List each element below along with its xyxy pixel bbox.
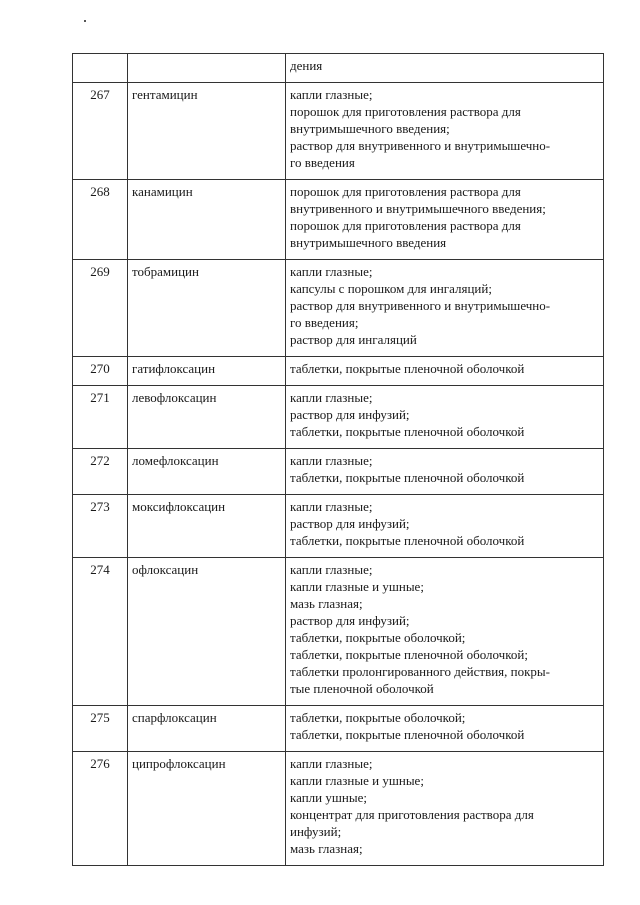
dosage-form-line: раствор для инфузий; <box>290 407 410 422</box>
dosage-form-line: капли глазные; <box>290 453 373 468</box>
dosage-form-line: таблетки, покрытые пленочной оболочкой; <box>290 647 528 662</box>
dosage-form-line: го введения; <box>290 315 359 330</box>
dosage-form-line: концентрат для приготовления раствора для <box>290 807 534 822</box>
dosage-forms <box>286 386 604 449</box>
table-row <box>73 83 604 180</box>
dosage-form-line: капли глазные и ушные; <box>290 579 424 594</box>
dosage-forms <box>286 83 604 180</box>
row-number <box>73 54 128 83</box>
dosage-form-line: таблетки, покрытые пленочной оболочкой <box>290 727 525 742</box>
dosage-form-line: капли глазные; <box>290 87 373 102</box>
dosage-form-line: таблетки, покрытые пленочной оболочкой <box>290 533 525 548</box>
dosage-form-line: внутримышечного введения <box>290 235 447 250</box>
dosage-forms <box>286 752 604 866</box>
row-number: 267 <box>73 83 128 180</box>
drug-name: ломефлоксацин <box>128 449 286 495</box>
dosage-form-line: таблетки, покрытые пленочной оболочкой <box>290 361 525 376</box>
dosage-form-line: раствор для внутривенного и внутримышечно- <box>290 138 551 153</box>
drug-name <box>128 54 286 83</box>
dosage-form-line: капли глазные; <box>290 756 373 771</box>
dosage-form-line: капли глазные; <box>290 499 373 514</box>
table-row <box>73 706 604 752</box>
dosage-form-line: таблетки пролонгированного действия, покры- <box>290 664 550 679</box>
dosage-form-line: таблетки, покрытые оболочкой; <box>290 630 466 645</box>
drug-name: спарфлоксацин <box>128 706 286 752</box>
dosage-form-line: капли глазные и ушные; <box>290 773 424 788</box>
dosage-form-line: раствор для внутривенного и внутримышечно- <box>290 298 551 313</box>
dosage-form-line: раствор для инфузий; <box>290 613 410 628</box>
drug-name: гентамицин <box>128 83 286 180</box>
dosage-form-line: раствор для ингаляций <box>290 332 417 347</box>
drug-name: моксифлоксацин <box>128 495 286 558</box>
table-row <box>73 357 604 386</box>
dosage-forms <box>286 54 604 83</box>
dosage-form-line: раствор для инфузий; <box>290 516 410 531</box>
table-row <box>73 752 604 866</box>
table-row <box>73 386 604 449</box>
row-number: 276 <box>73 752 128 866</box>
dosage-form-line: инфузий; <box>290 824 342 839</box>
dosage-forms <box>286 260 604 357</box>
table-row <box>73 260 604 357</box>
dosage-form-line: таблетки, покрытые оболочкой; <box>290 710 466 725</box>
drug-name: офлоксацин <box>128 558 286 706</box>
table-row <box>73 54 604 83</box>
dosage-forms <box>286 180 604 260</box>
row-number: 273 <box>73 495 128 558</box>
dosage-form-line: го введения <box>290 155 355 170</box>
dosage-form-line: таблетки, покрытые пленочной оболочкой <box>290 424 525 439</box>
drug-table-body <box>73 54 604 866</box>
dosage-form-line: капсулы с порошком для ингаляций; <box>290 281 492 296</box>
drug-name: тобрамицин <box>128 260 286 357</box>
dosage-form-line: внутривенного и внутримышечного введения; <box>290 201 546 216</box>
dosage-forms <box>286 495 604 558</box>
drug-table <box>72 53 604 866</box>
dosage-forms <box>286 357 604 386</box>
row-number: 272 <box>73 449 128 495</box>
row-number: 275 <box>73 706 128 752</box>
drug-name: левофлоксацин <box>128 386 286 449</box>
dosage-form-line: капли ушные; <box>290 790 367 805</box>
table-row <box>73 180 604 260</box>
dosage-form-line: тые пленочной оболочкой <box>290 681 434 696</box>
dosage-form-line: капли глазные; <box>290 264 373 279</box>
row-number: 268 <box>73 180 128 260</box>
dosage-form-line: внутримышечного введения; <box>290 121 450 136</box>
row-number: 271 <box>73 386 128 449</box>
drug-name: гатифлоксацин <box>128 357 286 386</box>
dosage-form-line: порошок для приготовления раствора для <box>290 184 521 199</box>
dosage-forms <box>286 449 604 495</box>
dosage-form-line: мазь глазная; <box>290 596 363 611</box>
row-number: 274 <box>73 558 128 706</box>
table-row <box>73 495 604 558</box>
dosage-form-line: капли глазные; <box>290 562 373 577</box>
row-number: 269 <box>73 260 128 357</box>
drug-name: ципрофлоксацин <box>128 752 286 866</box>
dosage-form-line: мазь глазная; <box>290 841 363 856</box>
drug-name: канамицин <box>128 180 286 260</box>
dosage-forms <box>286 706 604 752</box>
dosage-form-line: порошок для приготовления раствора для <box>290 218 521 233</box>
scan-mark <box>84 20 86 22</box>
table-row <box>73 558 604 706</box>
dosage-form-line: порошок для приготовления раствора для <box>290 104 521 119</box>
dosage-form-line: капли глазные; <box>290 390 373 405</box>
table-row <box>73 449 604 495</box>
dosage-form-line: дения <box>290 58 323 73</box>
dosage-forms <box>286 558 604 706</box>
dosage-form-line: таблетки, покрытые пленочной оболочкой <box>290 470 525 485</box>
row-number: 270 <box>73 357 128 386</box>
